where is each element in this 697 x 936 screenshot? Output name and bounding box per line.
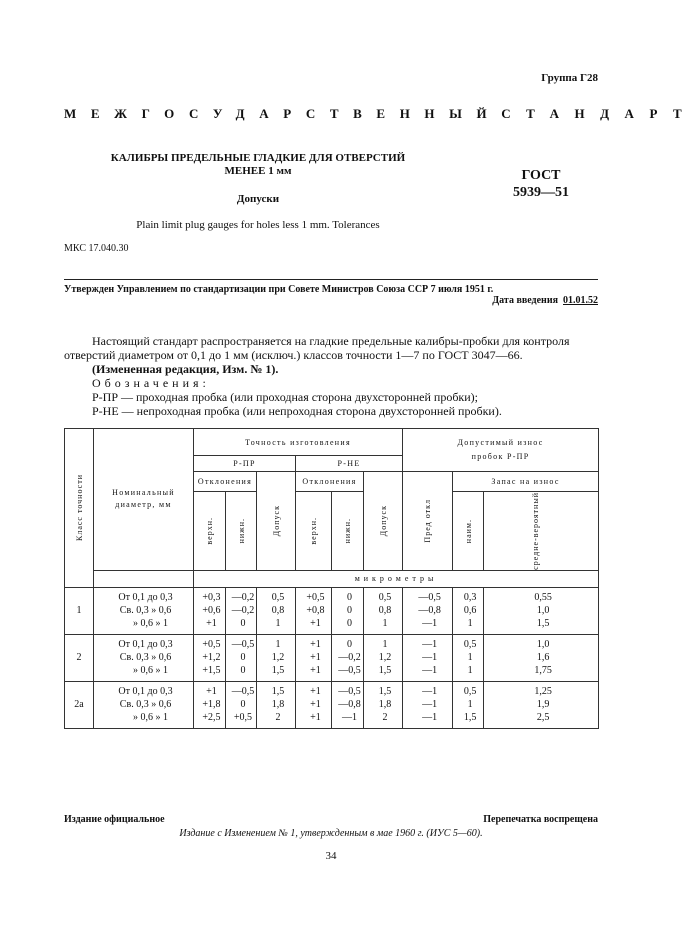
row-reserve-avg: 1,25 1,9 2,5 (484, 681, 599, 728)
header-reserve-avg: средне-вероятный (484, 492, 599, 571)
row-rpr-upper: +1 +1,8 +2,5 (194, 681, 226, 728)
standard-header (64, 106, 697, 122)
header-rne: Р-НЕ (296, 456, 403, 472)
paragraph-scope-2: отверстий диаметром от 0,1 до 1 мм (исключ.) классов точности 1—7 по ГОСТ 3047—66. (64, 348, 523, 362)
header-rpr-lower: нижн. (226, 492, 257, 571)
row-rpr-lower: —0,2 —0,2 0 (226, 587, 257, 634)
english-title: Plain limit plug gauges for holes less 1 mm. Tolerances (136, 219, 380, 231)
title-line-1: КАЛИБРЫ ПРЕДЕЛЬНЫЕ ГЛАДКИЕ ДЛЯ ОТВЕРСТИЙ (110, 152, 406, 164)
row-reserve-min: 0,5 1 1 (453, 634, 484, 681)
table-row (65, 681, 599, 728)
header-rpr: Р-ПР (194, 456, 296, 472)
date-value: 01.01.52 (563, 295, 598, 306)
row-diameter: От 0,1 до 0,3 Св. 0,3 » 0,6 » 0,6 » 1 (94, 634, 194, 681)
row-rne-upper: +1 +1 +1 (296, 681, 332, 728)
header-reserve-min: наим. (453, 492, 484, 571)
row-rne-lower: 0 —0,2 —0,5 (332, 634, 364, 681)
header-rne-deviations: Отклонения (296, 472, 364, 492)
row-reserve-avg: 0,55 1,0 1,5 (484, 587, 599, 634)
header-units-spacer (94, 570, 194, 587)
header-class: Класс точности (65, 429, 94, 588)
header-units: микрометры (194, 570, 599, 587)
document-title (64, 152, 452, 178)
row-wear-limit: —0,5 —0,8 —1 (403, 587, 453, 634)
row-rne-tol: 0,5 0,8 1 (364, 587, 403, 634)
row-rne-upper: +0,5 +0,8 +1 (296, 587, 332, 634)
effective-date (300, 295, 598, 306)
header-right: СТАНДАРТ (501, 106, 697, 121)
row-reserve-min: 0,3 0,6 1 (453, 587, 484, 634)
mks-code: МКС 17.040.30 (64, 243, 129, 254)
row-wear-limit: —1 —1 —1 (403, 681, 453, 728)
document-subtitle: Допуски (236, 193, 280, 205)
footer-edition-note: Издание с Изменением № 1, утвержденным в мае 1960 г. (ИУС 5—60). (179, 828, 483, 839)
separator-line (64, 279, 598, 280)
header-left: МЕЖГОСУДАРСТВЕННЫЙ (64, 106, 502, 121)
header-rpr-deviations: Отклонения (194, 472, 257, 492)
row-class: 2 (65, 634, 94, 681)
header-wear-limit: Пред откл (403, 472, 453, 571)
notation-title: Обозначения: (92, 376, 210, 390)
group-code: Группа Г28 (541, 72, 598, 84)
title-line-2: МЕНЕЕ 1 мм (224, 165, 292, 177)
row-class: 2а (65, 681, 94, 728)
row-rne-tol: 1 1,2 1,5 (364, 634, 403, 681)
row-rpr-lower: —0,5 0 +0,5 (226, 681, 257, 728)
header-rne-lower: нижн. (332, 492, 364, 571)
header-rne-upper: верхн. (296, 492, 332, 571)
row-rne-tol: 1,5 1,8 2 (364, 681, 403, 728)
table-row (65, 634, 599, 681)
gost-code: 5939—51 (513, 185, 569, 200)
approval-note: Утвержден Управлением по стандартизации при Совете Министров Союза ССР 7 июля 1951 г. (64, 284, 494, 295)
date-label: Дата введения (492, 295, 558, 306)
header-rpr-upper: верхн. (194, 492, 226, 571)
page-number: 34 (325, 850, 337, 862)
row-rne-upper: +1 +1 +1 (296, 634, 332, 681)
row-reserve-min: 0,5 1 1,5 (453, 681, 484, 728)
header-rne-tolerance: Допуск (364, 472, 403, 571)
row-rpr-tol: 1,5 1,8 2 (257, 681, 296, 728)
row-wear-limit: —1 —1 —1 (403, 634, 453, 681)
header-diameter: Номинальный диаметр, мм (94, 429, 194, 571)
table-row (65, 587, 599, 634)
footer-official: Издание официальное (64, 814, 165, 825)
footer-reprint: Перепечатка воспрещена (483, 814, 598, 825)
gost-label: ГОСТ (521, 168, 561, 183)
revision-note: (Измененная редакция, Изм. № 1). (92, 362, 279, 376)
row-rne-lower: —0,5 —0,8 —1 (332, 681, 364, 728)
row-rpr-lower: —0,5 0 0 (226, 634, 257, 681)
paragraph-scope-1: Настоящий стандарт распространяется на гладкие предельные калибры-пробки для контроля (92, 334, 570, 348)
row-rne-lower: 0 0 0 (332, 587, 364, 634)
header-accuracy: Точность изготовления (194, 429, 403, 456)
row-rpr-upper: +0,5 +1,2 +1,5 (194, 634, 226, 681)
row-rpr-tol: 1 1,2 1,5 (257, 634, 296, 681)
notation-rpr: Р-ПР — проходная пробка (или проходная сторона двухсторонней пробки); (92, 390, 479, 404)
row-diameter: От 0,1 до 0,3 Св. 0,3 » 0,6 » 0,6 » 1 (94, 587, 194, 634)
row-diameter: От 0,1 до 0,3 Св. 0,3 » 0,6 » 0,6 » 1 (94, 681, 194, 728)
gost-number (484, 167, 598, 201)
row-rpr-upper: +0,3 +0,6 +1 (194, 587, 226, 634)
header-wear-reserve: Запас на износ (453, 472, 599, 492)
notation-rne: Р-НЕ — непроходная пробка (или непроходная сторона двухсторонней пробки). (92, 404, 502, 418)
row-rpr-tol: 0,5 0,8 1 (257, 587, 296, 634)
header-wear: Допустимый износ пробок Р-ПР (403, 429, 599, 472)
row-class: 1 (65, 587, 94, 634)
tolerance-table (64, 428, 599, 729)
header-rpr-tolerance: Допуск (257, 472, 296, 571)
row-reserve-avg: 1,0 1,6 1,75 (484, 634, 599, 681)
